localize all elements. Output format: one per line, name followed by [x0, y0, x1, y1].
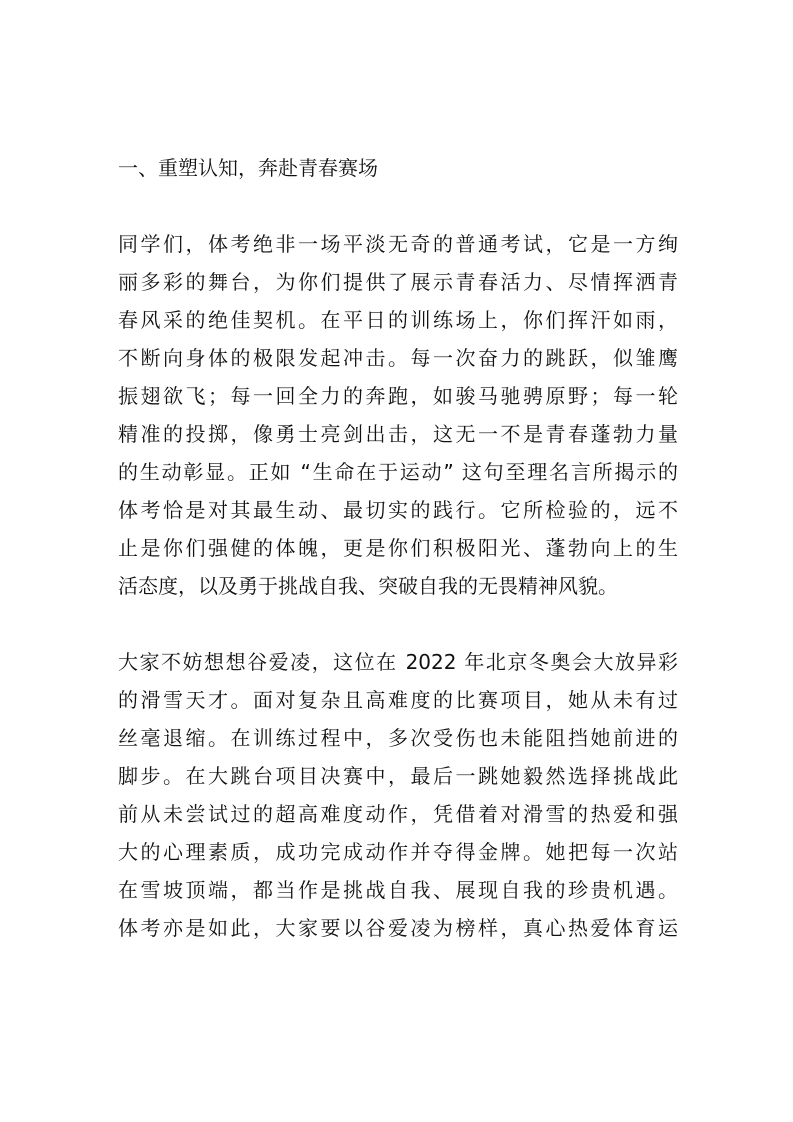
text-line: 止是你们强健的体魄，更是你们积极阳光、蓬勃向上的生	[118, 536, 678, 560]
text-line: 不断向身体的极限发起冲击。每一次奋力的跳跃，似雏鹰	[118, 346, 678, 370]
text-line: 丝毫退缩。在训练过程中，多次受伤也未能阻挡她前进的	[118, 726, 678, 750]
document-content	[118, 149, 678, 985]
text-line: 大的心理素质，成功完成动作并夺得金牌。她把每一次站	[118, 840, 678, 864]
section-heading: 一、重塑认知，奔赴青春赛场	[118, 156, 378, 180]
text-line: 振翅欲飞；每一回全力的奔跑，如骏马驰骋原野；每一轮	[118, 384, 678, 408]
text-line: 的滑雪天才。面对复杂且高难度的比赛项目，她从未有过	[118, 688, 678, 712]
text-line: 春风采的绝佳契机。在平日的训练场上，你们挥汗如雨，	[118, 308, 678, 332]
text-line: 在雪坡顶端，都当作是挑战自我、展现自我的珍贵机遇。	[118, 878, 678, 902]
text-line: 体考亦是如此，大家要以谷爱凌为榜样，真心热爱体育运	[118, 916, 678, 940]
text-line: 丽多彩的舞台，为你们提供了展示青春活力、尽情挥洒青	[118, 270, 678, 294]
text-line: 大家不妨想想谷爱凌，这位在 2022 年北京冬奥会大放异彩	[118, 650, 678, 674]
text-line: 活态度，以及勇于挑战自我、突破自我的无畏精神风貌。	[118, 574, 618, 598]
paragraph-1	[118, 225, 678, 605]
text-line: 脚步。在大跳台项目决赛中，最后一跳她毅然选择挑战此	[118, 764, 678, 788]
text-line: 同学们，体考绝非一场平淡无奇的普通考试，它是一方绚	[118, 232, 678, 256]
text-line: 的生动彰显。正如 “生命在于运动” 这句至理名言所揭示的	[118, 460, 678, 484]
text-line: 前从未尝试过的超高难度动作，凭借着对滑雪的热爱和强	[118, 802, 678, 826]
paragraph-2	[118, 643, 678, 947]
text-line: 体考恰是对其最生动、最切实的践行。它所检验的，远不	[118, 498, 678, 522]
text-line: 精准的投掷，像勇士亮剑出击，这无一不是青春蓬勃力量	[118, 422, 678, 446]
